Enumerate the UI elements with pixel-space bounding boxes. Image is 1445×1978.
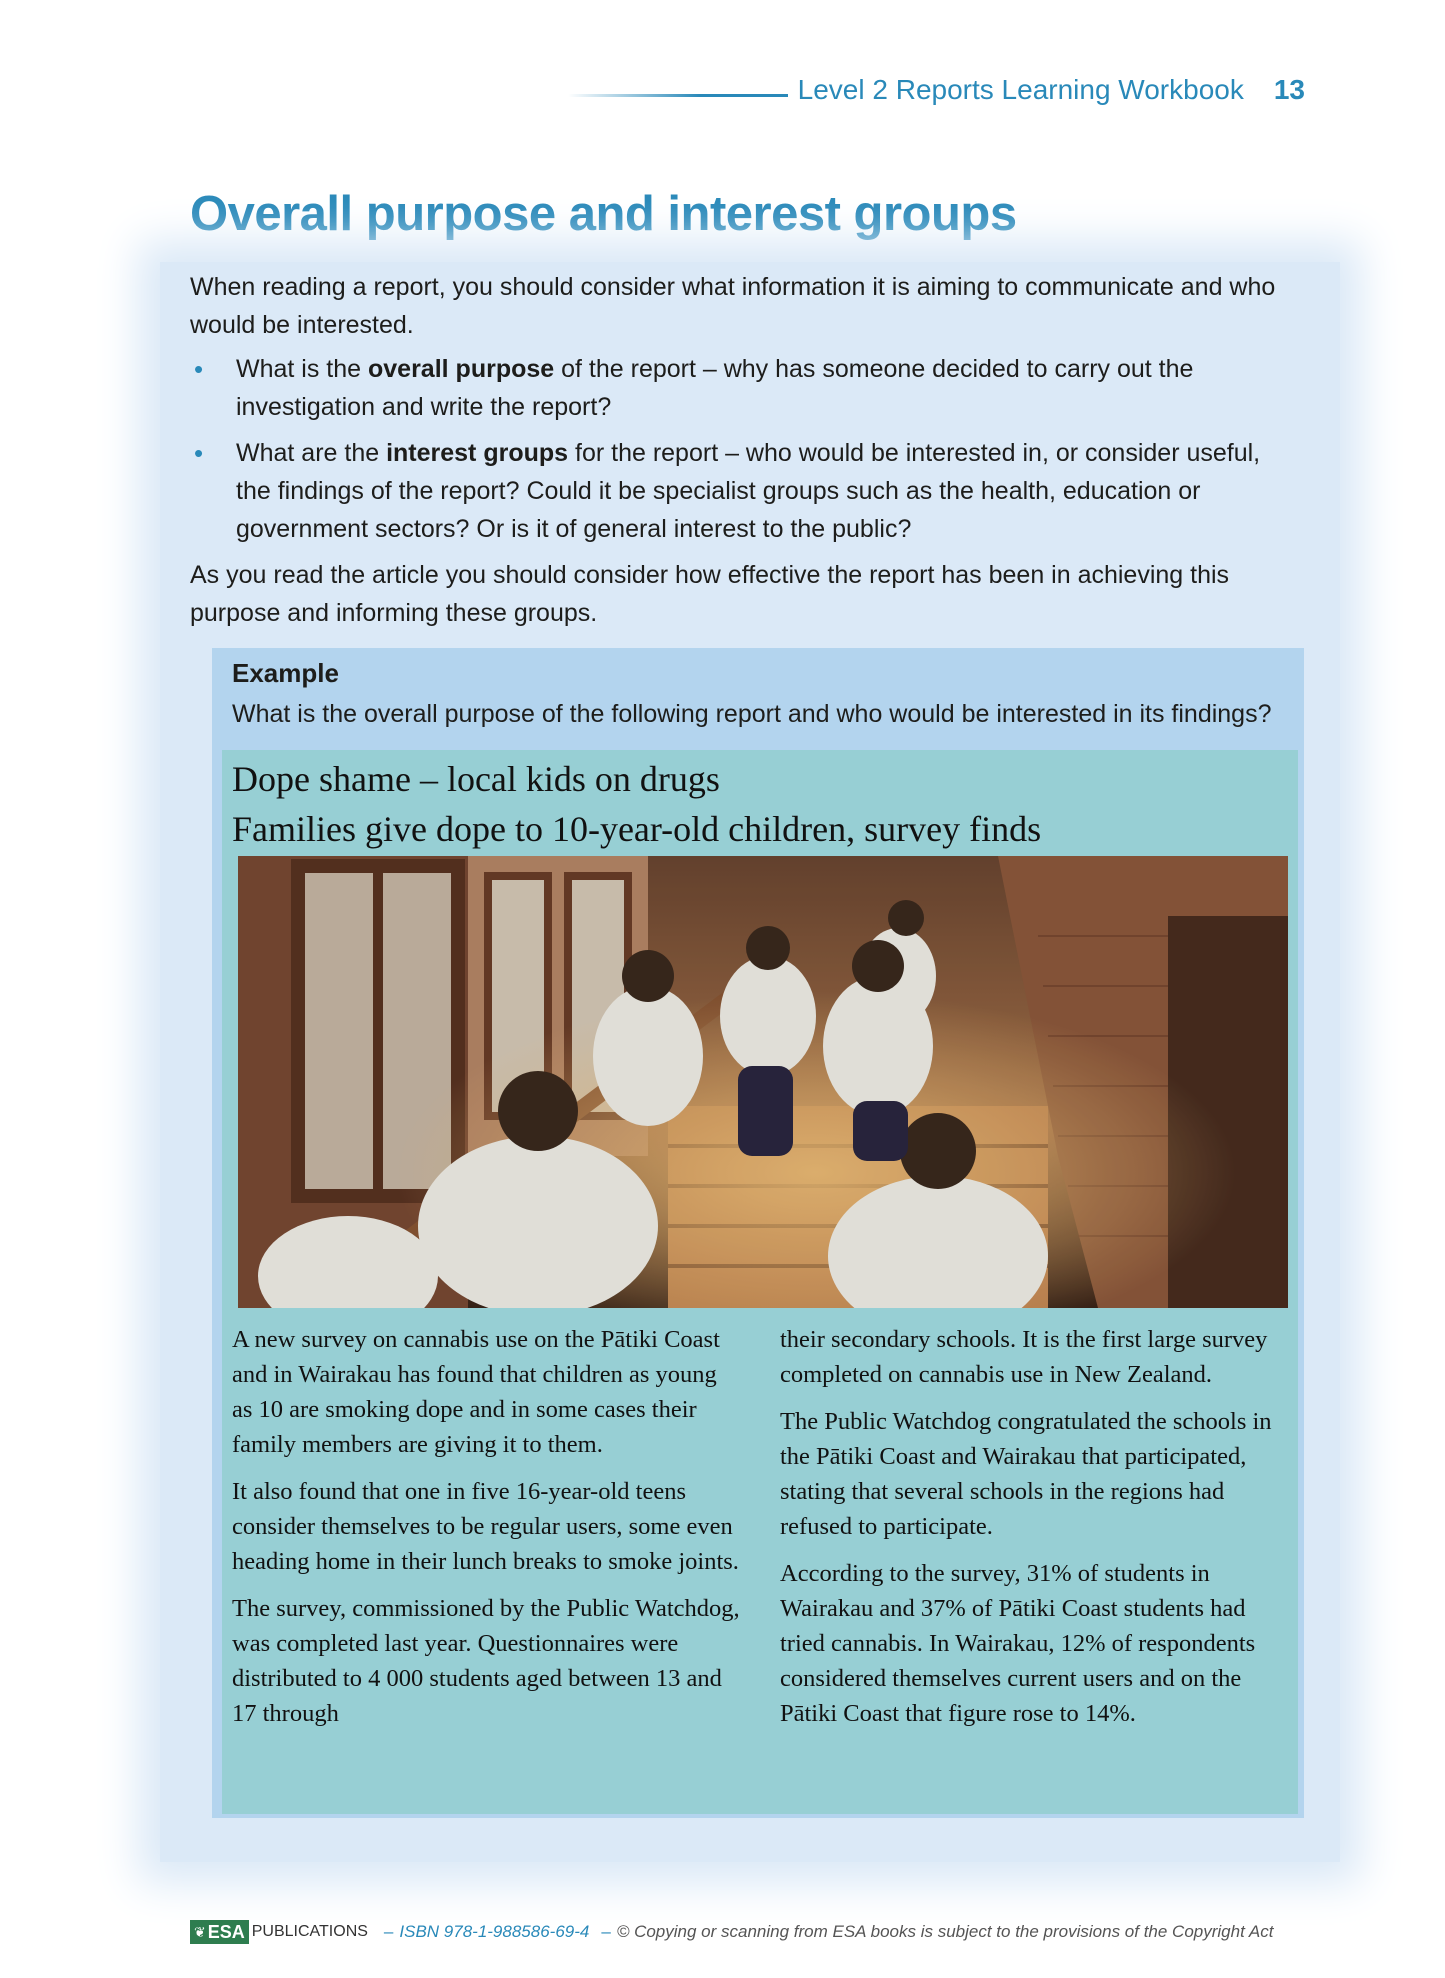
article-column-left <box>232 1322 742 1743</box>
intro-paragraph-2: As you read the article you should consider how effective the report has been in achieving this purpose and informing these groups. <box>190 561 1230 627</box>
article-paragraph: It also found that one in five 16-year-old teens consider themselves to be regular users, some even heading home in their lunch breaks to smoke joints. <box>232 1478 739 1575</box>
bullet-interest-groups: • What are the interest groups for the report – who would be interested in, or consider useful, the findings of the report? Could it be specialist groups such as the health, education or government sectors? Or is it of general interest to the public? <box>190 434 1300 548</box>
running-header <box>568 74 1305 106</box>
article-headline <box>232 754 1282 854</box>
article-paragraph: The survey, commissioned by the Public Watchdog, was completed last year. Questionnaires were distributed to 4 000 students aged between 13 and 17 through <box>232 1595 740 1727</box>
example-label: Example <box>232 658 339 688</box>
page-number: 13 <box>1273 74 1305 105</box>
bullet-dot-icon: • <box>194 438 204 468</box>
term-overall-purpose: overall purpose <box>368 355 555 383</box>
intro-text <box>190 268 1300 632</box>
bullet-dot-icon: • <box>194 354 204 384</box>
header-rule <box>568 94 788 97</box>
article-column-right <box>780 1322 1290 1743</box>
isbn: ISBN 978-1-988586-69-4 <box>399 1922 590 1941</box>
intro-bullet-list <box>190 350 1300 548</box>
publisher-name: PUBLICATIONS <box>251 1923 368 1940</box>
workbook-title: Level 2 Reports Learning Workbook <box>797 74 1244 105</box>
section-title: Overall purpose and interest groups <box>190 187 1017 241</box>
example-question: What is the overall purpose of the following report and who would be interested in its findings? <box>232 700 1272 728</box>
footer-separator: – <box>601 1922 611 1941</box>
copyright-notice: © Copying or scanning from ESA books is subject to the provisions of the Copyright Act <box>616 1922 1274 1941</box>
article-paragraph: The Public Watchdog congratulated the schools in the Pātiki Coast and Wairakau that participated, stating that several schools in the regions had refused to participate. <box>780 1408 1272 1540</box>
term-interest-groups: interest groups <box>386 439 569 467</box>
page-footer <box>190 1920 1310 1944</box>
photo-illustration <box>238 856 1288 1308</box>
headline-line-2: Families give dope to 10-year-old children, survey finds <box>232 809 1042 849</box>
bullet-overall-purpose: • What is the overall purpose of the report – why has someone decided to carry out the investigation and write the report? <box>190 350 1300 426</box>
esa-logo: ❦ ESA <box>190 1920 249 1944</box>
intro-paragraph-1: When reading a report, you should consider what information it is aiming to communicate and who would be interested. <box>190 273 1276 339</box>
news-article <box>222 750 1298 1814</box>
students-on-stairs-photo <box>238 856 1288 1308</box>
footer-separator: – <box>383 1922 394 1941</box>
article-paragraph: their secondary schools. It is the first large survey completed on cannabis use in New Zealand. <box>780 1326 1268 1388</box>
leaf-icon: ❦ <box>194 1923 206 1940</box>
headline-line-1: Dope shame – local kids on drugs <box>232 759 720 799</box>
article-paragraph: A new survey on cannabis use on the Pātiki Coast and in Wairakau has found that children as young as 10 are smoking dope and in some cases their family members are giving it to them. <box>232 1326 720 1458</box>
article-paragraph: According to the survey, 31% of students in Wairakau and 37% of Pātiki Coast students had tried cannabis. In Wairakau, 12% of respondents considered themselves current users and on the Pātiki Coast that figure rose to 14%. <box>780 1560 1256 1727</box>
